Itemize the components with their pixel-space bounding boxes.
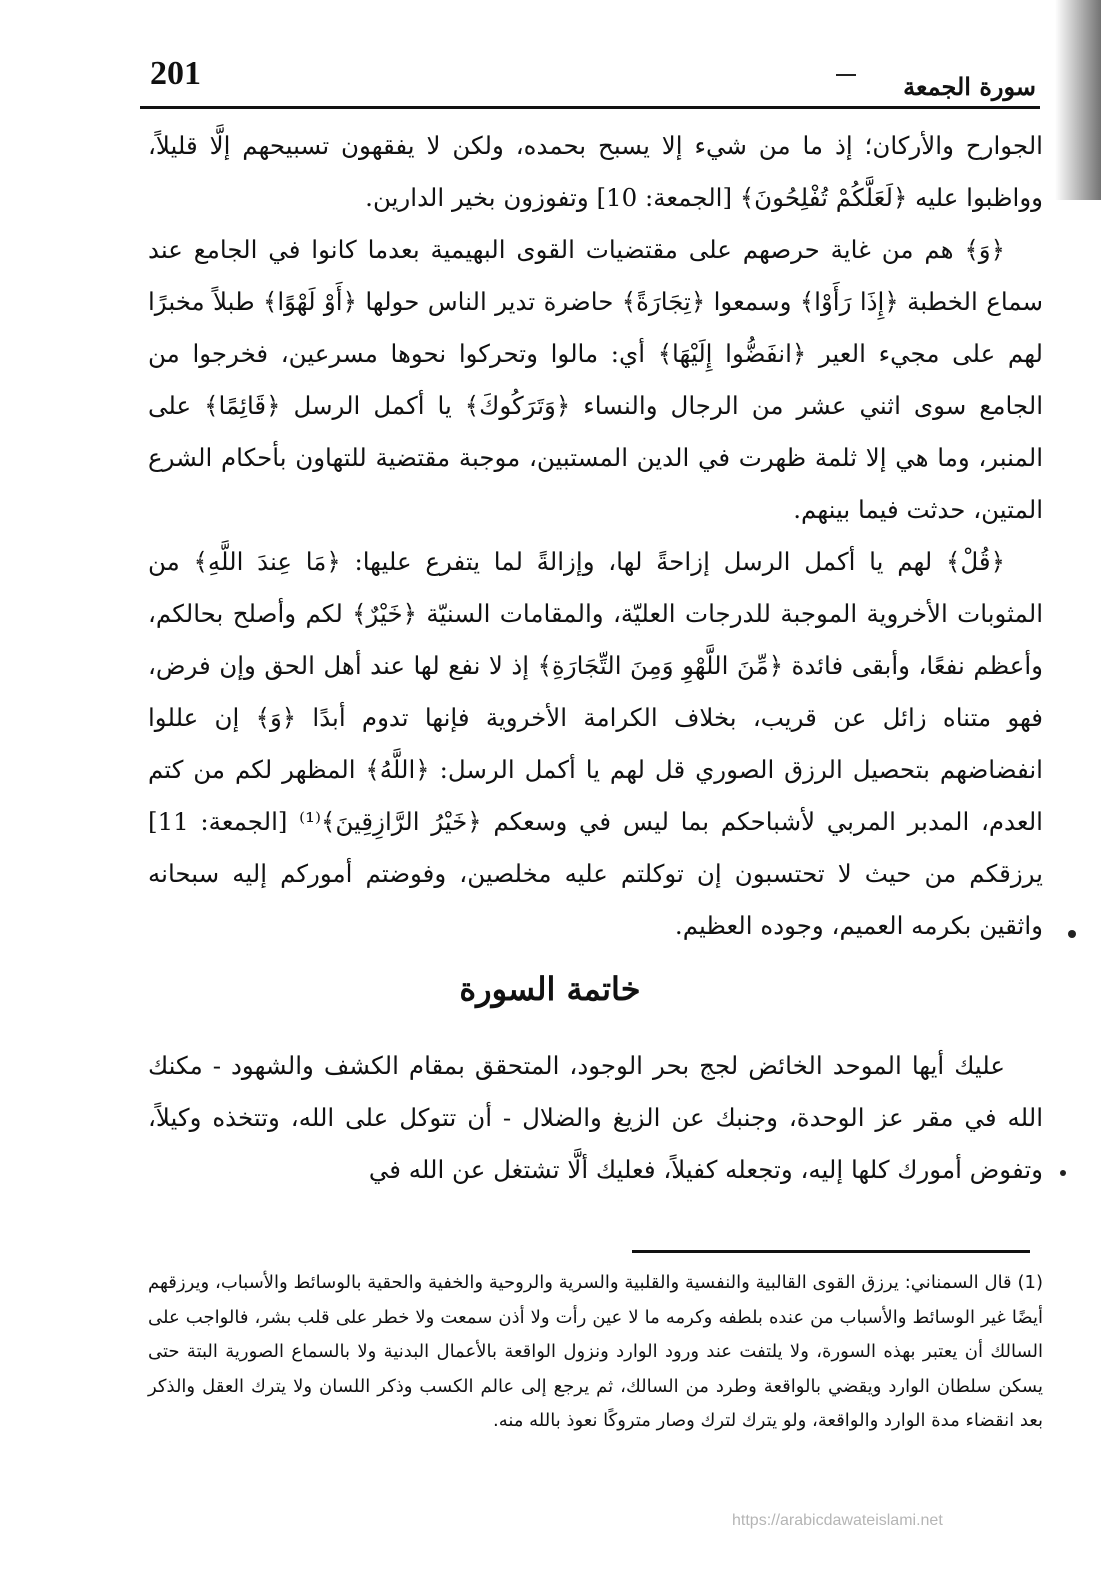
scan-shadow-edge <box>1055 0 1101 200</box>
footnote-rule <box>632 1250 1030 1253</box>
scan-speck <box>1060 1170 1066 1176</box>
scan-speck <box>1068 930 1076 938</box>
header-dash <box>836 74 856 76</box>
footnote: (1) قال السمناني: يرزق القوى القالبية والنفسية والقلبية والسرية والروحية والخفية والحقية بالوسائط والأسباب، ويرزقهم أيضًا غير الوسائط والأسباب من عنده بلطفه وكرمه ما لا عين رأت ولا أذن سمعت ولا خطر على قلب بشر، فالواجب على السالك أن يعتبر بهذه السورة، ولا يلتفت عند ورود الوارد ونزول الواقعة بالأعمال البدنية ولا بالسماع الصورية البتة حتى يسكن سلطان الوارد ويقضي بالواقعة وطرد من السالك، ثم يرجع إلى عالم الكسب وذكر اللسان ولا يترك العقل والذكر بعد انقضاء مدة الوارد والواقعة، ولو يترك لترك وصار متروكًا نعوذ بالله منه. <box>148 1272 1043 1431</box>
section-title: خاتمة السورة <box>459 970 641 1008</box>
main-text <box>148 120 1043 952</box>
paragraph: ﴿وَ﴾ هم من غاية حرصهم على مقتضيات القوى البهيمية بعدما كانوا في الجامع عند سماع الخطبة ﴿إِذَا رَأَوْا﴾ وسمعوا ﴿تِجَارَةً﴾ حاضرة تدير الناس حولها ﴿أَوْ لَهْوًا﴾ طبلاً مخبرًا لهم على مجيء العير ﴿انفَضُّوا إِلَيْهَا﴾ أي: مالوا وتحركوا نحوها مسرعين، فخرجوا من الجامع سوى اثني عشر من الرجال والنساء ﴿وَتَرَكُوكَ﴾ يا أكمل الرسل ﴿قَائِمًا﴾ على المنبر، وما هي إلا ثلمة ظهرت في الدين المستبين، موجبة مقتضية للتهاون بأحكام الشرع المتين، حدثت فيما بينهم. <box>148 235 1043 524</box>
running-header-surah-name: سورة الجمعة <box>903 72 1036 101</box>
paragraph: ﴿قُلْ﴾ لهم يا أكمل الرسل إزاحةً لها، وإزالةً لما يتفرع عليها: ﴿مَا عِندَ اللَّهِ﴾ من المثوبات الأخروية الموجبة للدرجات العليّة، والمقامات السنيّة ﴿خَيْرٌ﴾ لكم وأصلح بحالكم، وأعظم نفعًا، وأبقى فائدة ﴿مِّنَ اللَّهْوِ وَمِنَ التِّجَارَةِ﴾ إذ لا نفع لها عند أهل الحق وإن فرض، فهو متناه زائل عن قريب، بخلاف الكرامة الأخروية فإنها تدوم أبدًا ﴿وَ﴾ إن عللوا انفضاضهم بتحصيل الرزق الصوري قل لهم يا أكمل الرسل: ﴿اللَّهُ﴾ المظهر لكم من كتم العدم، المدبر المربي لأشباحكم بما ليس في وسعكم ﴿خَيْرُ الرَّازِقِينَ﴾⁽¹⁾ [الجمعة: 11] يرزقكم من حيث لا تحتسبون إن توكلتم عليه مخلصين، وفوضتم أموركم إليه سبحانه واثقين بكرمه العميم، وجوده العظيم. <box>148 547 1043 940</box>
footnotes <box>148 1266 1043 1439</box>
header-rule <box>140 106 1040 109</box>
watermark-url: https://arabicdawateislami.net <box>732 1512 943 1529</box>
paragraph: الجوارح والأركان؛ إذ ما من شيء إلا يسبح بحمده، ولكن لا يفقهون تسبيحهم إلَّا قليلاً، وواظبوا عليه ﴿لَعَلَّكُمْ تُفْلِحُونَ﴾ [الجمعة: 10] وتفوزون بخير الدارين. <box>148 131 1043 212</box>
paragraph: عليك أيها الموحد الخائض لجج بحر الوجود، المتحقق بمقام الكشف والشهود - مكنك الله في مقر عز الوحدة، وجنبك عن الزيغ والضلال - أن تتوكل على الله، وتتخذه وكيلاً، وتفوض أمورك كلها إليه، وتجعله كفيلاً، فعليك ألَّا تشتغل عن الله في <box>148 1051 1043 1184</box>
closing-paragraph <box>148 1040 1043 1196</box>
page-number: 201 <box>150 55 201 92</box>
